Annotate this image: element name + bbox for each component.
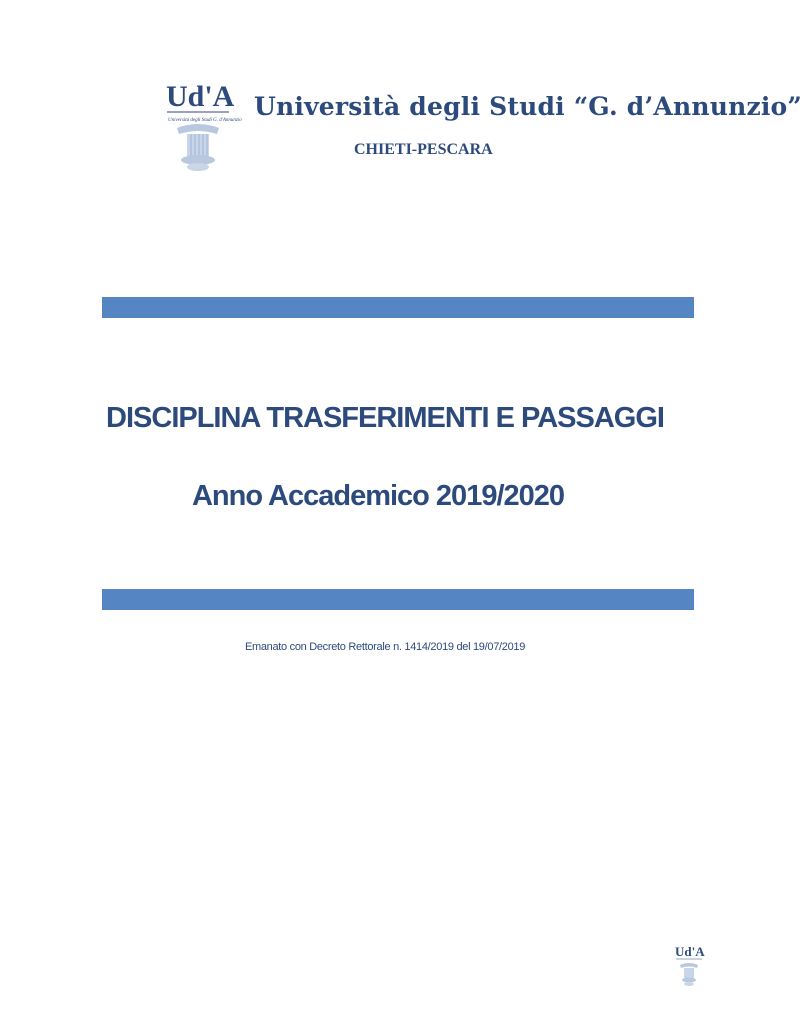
footer-logo-text: Ud'A (675, 944, 705, 959)
university-city: CHIETI-PESCARA (354, 141, 493, 158)
university-logo (163, 76, 242, 174)
decree-note: Emanato con Decreto Rettorale n. 1414/2019 del 19/07/2019 (244, 641, 526, 653)
bottom-divider-bar (102, 589, 694, 610)
logo-caption: Università degli Studi G. d'Annunzio (168, 118, 242, 123)
document-title: DISCIPLINA TRASFERIMENTI E PASSAGGI (106, 402, 664, 434)
footer-logo (674, 943, 704, 987)
logo-text: Ud'A (166, 80, 235, 113)
top-divider-bar (102, 297, 694, 318)
university-name: Università degli Studi “G. d’Annunzio” (254, 92, 802, 121)
academic-year: Anno Accademico 2019/2020 (191, 480, 565, 512)
